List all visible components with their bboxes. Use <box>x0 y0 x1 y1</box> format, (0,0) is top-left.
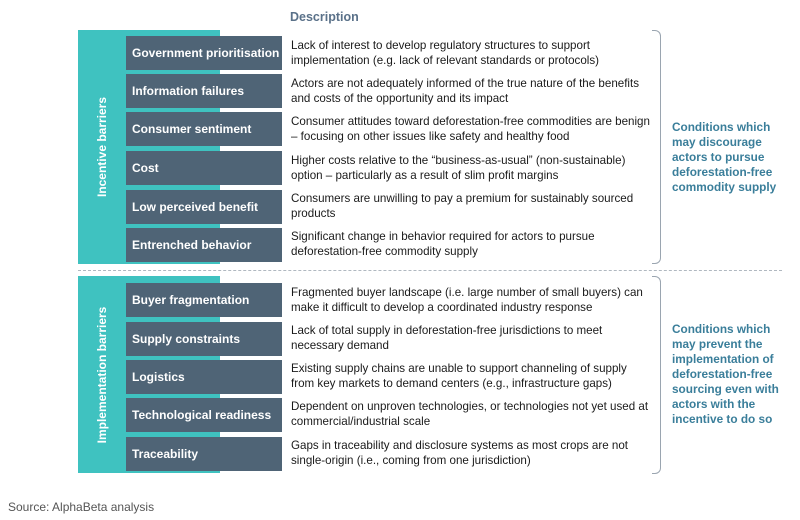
row-buyer-fragmentation: Buyer fragmentation <box>126 283 282 317</box>
implementation-barriers-label: Implementation barriers <box>95 306 109 443</box>
incentive-condition-text: Conditions which may discourage actors to pursue deforestation-free commodity supply <box>672 120 777 194</box>
row-government-prioritisation: Government prioritisation <box>126 36 282 70</box>
incentive-bracket <box>652 30 661 264</box>
row-supply-constraints: Supply constraints <box>126 322 282 356</box>
row-low-perceived-benefit: Low perceived benefit <box>126 190 282 224</box>
implementation-bracket <box>652 276 661 474</box>
source-note: Source: AlphaBeta analysis <box>8 500 155 514</box>
desc-government-prioritisation: Lack of interest to develop regulatory structures to support implementation (e.g. lack of relevant standards or protocols) <box>291 39 600 67</box>
desc-low-perceived-benefit: Consumers are unwilling to pay a premium for sustainably sourced products <box>291 192 634 220</box>
row-traceability: Traceability <box>126 437 282 471</box>
implementation-condition-text: Conditions which may prevent the implementation of deforestation-free sourcing even with actors with the incentive to do so <box>672 322 779 426</box>
row-information-failures: Information failures <box>126 74 282 108</box>
incentive-barriers-bar <box>78 30 126 264</box>
desc-consumer-sentiment: Consumer attitudes toward deforestation-free commodities are benign – focusing on other issues like safety and healthy food <box>291 115 650 143</box>
implementation-barriers-bar <box>78 276 126 473</box>
description-header: Description <box>290 10 359 24</box>
desc-cost: Higher costs relative to the “business-as-usual” (non-sustainable) option – particularly as a result of slim profit margins <box>291 154 626 182</box>
incentive-barriers-label: Incentive barriers <box>95 96 109 198</box>
row-logistics: Logistics <box>126 360 282 394</box>
desc-supply-constraints: Lack of total supply in deforestation-free jurisdictions to meet necessary demand <box>291 324 603 352</box>
desc-information-failures: Actors are not adequately informed of the true nature of the benefits and costs of the opportunity and its impact <box>291 77 640 105</box>
desc-entrenched-behavior: Significant change in behavior required for actors to pursue deforestation-free commodity supply <box>291 230 595 258</box>
desc-logistics: Existing supply chains are unable to support channeling of supply from key markets to demand centers (e.g., infrastructure gaps) <box>291 362 627 390</box>
group-divider <box>78 270 782 271</box>
row-consumer-sentiment: Consumer sentiment <box>126 112 282 146</box>
desc-technological-readiness: Dependent on unproven technologies, or technologies not yet used at commercial/industrial scale <box>291 400 649 428</box>
desc-buyer-fragmentation: Fragmented buyer landscape (i.e. large number of small buyers) can make it difficult to develop a coordinated industry response <box>291 286 643 314</box>
desc-traceability: Gaps in traceability and disclosure systems as most crops are not single-origin (i.e., coming from one jurisdiction) <box>291 439 629 467</box>
row-technological-readiness: Technological readiness <box>126 398 282 432</box>
row-cost: Cost <box>126 151 282 185</box>
row-entrenched-behavior: Entrenched behavior <box>126 228 282 262</box>
